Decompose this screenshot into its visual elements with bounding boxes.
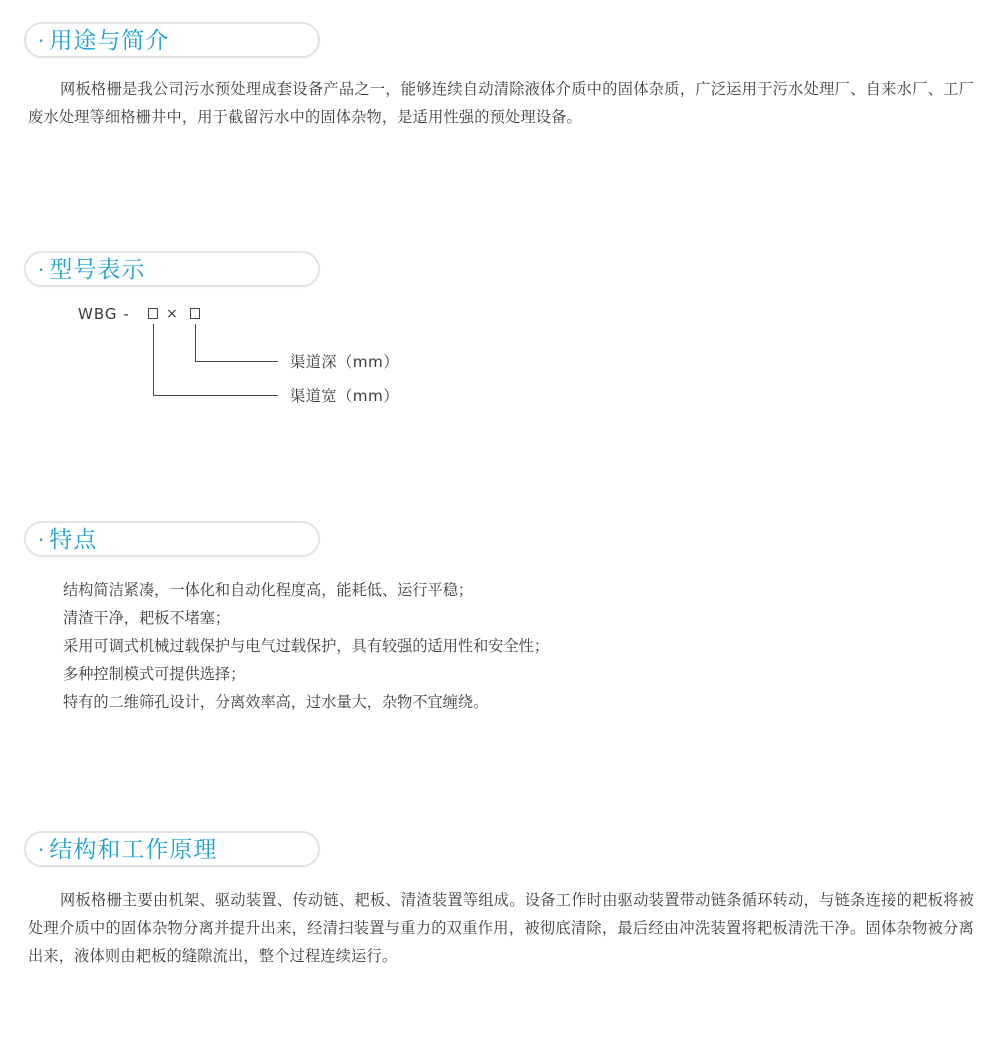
section-title: 特点 [49,527,98,553]
depth-label: 渠道深（mm） [290,353,400,371]
depth-connector-vertical [195,324,196,362]
width-placeholder-box [148,308,158,319]
section-title: 用途与简介 [49,28,170,54]
model-separator: × [166,306,178,322]
structure-paragraph: 网板格栅主要由机架、驱动装置、传动链、耙板、清渣装置等组成。设备工作时由驱动装置带动链条循环转动，与链条连接的耙板将被处理介质中的固体杂物分离并提升出来，经清扫装置与重力的双重作用，被彻底清除，最后经由冲洗装置将耙板清洗干净。固体杂物被分离出来，液体则由耙板的缝隙流出，整个过程连续运行。 [28,891,974,965]
bullet-dot-icon: · [38,258,46,282]
list-item: 采用可调式机械过载保护与电气过载保护，具有较强的适用性和安全性； [63,637,549,655]
depth-placeholder-box [190,308,200,319]
section-header-usage [24,22,320,58]
depth-connector-horizontal [195,361,278,362]
list-item: 结构简洁紧凑，一体化和自动化程度高，能耗低、运行平稳； [63,581,474,599]
section-title: 型号表示 [49,257,146,283]
bullet-dot-icon: · [38,838,46,862]
bullet-dot-icon: · [38,528,46,552]
model-code: WBG - [78,305,130,323]
features-list [63,576,549,716]
list-item: 特有的二维筛孔设计，分离效率高，过水量大，杂物不宜缠绕。 [63,693,489,711]
list-item: 清渣干净，耙板不堵塞； [63,609,231,627]
width-connector-vertical [153,324,154,396]
list-item: 多种控制模式可提供选择； [63,665,246,683]
width-label: 渠道宽（mm） [290,387,400,405]
section-header-model [24,251,320,287]
width-connector-horizontal [153,395,278,396]
section-header-features [24,521,320,557]
section-title: 结构和工作原理 [49,837,218,863]
section-header-structure [24,831,320,867]
usage-paragraph: 网板格栅是我公司污水预处理成套设备产品之一，能够连续自动清除液体介质中的固体杂质，广泛运用于污水处理厂、自来水厂、工厂废水处理等细格栅井中，用于截留污水中的固体杂物，是适用性强的预处理设备。 [28,80,974,126]
bullet-dot-icon: · [38,29,46,53]
